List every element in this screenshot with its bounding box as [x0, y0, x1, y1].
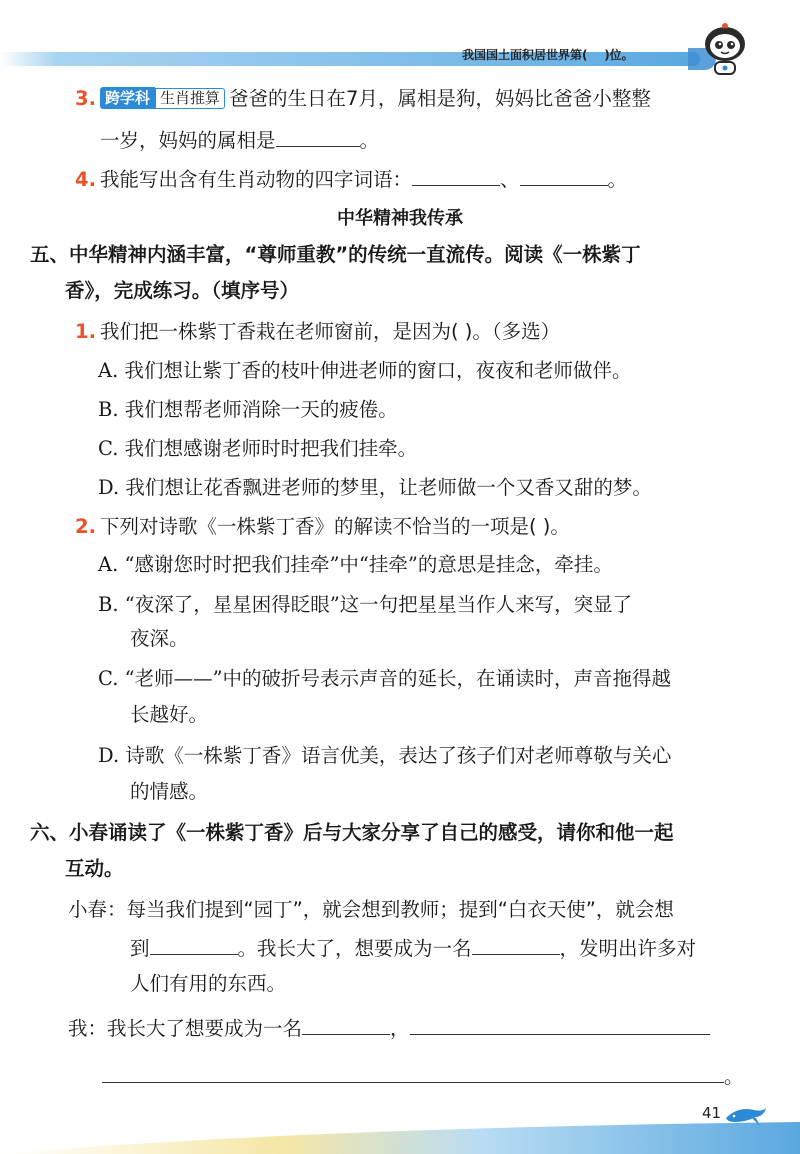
p6-xiaochun-line-1: 小春：每当我们提到“园丁”，就会想到教师；提到“白衣天使”，就会想	[68, 898, 674, 921]
q4-text: 我能写出含有生肖动物的四字词语：	[99, 168, 412, 191]
q4-blank-2[interactable]	[520, 163, 608, 186]
p5-q2-option-b-1: B. “夜深了，星星困得眨眼”这一句把星星当作人来写，突显了	[98, 593, 633, 616]
p6-xc-2b: 。我长大了，想要成为一名	[237, 937, 472, 960]
q4-line	[75, 163, 627, 195]
q3-line-2	[100, 124, 379, 156]
p5-q2-option-d-2: 的情感。	[130, 780, 209, 803]
page-number: 41	[702, 1104, 722, 1122]
part5-heading-1: 五、中华精神内涵丰富，“尊师重教”的传统一直流传。阅读《一株紫丁	[30, 243, 641, 266]
p6-blank-2[interactable]	[472, 932, 560, 955]
p5-q2-option-b-2: 夜深。	[130, 627, 189, 650]
part5-heading-2: 香》，完成练习。（填序号）	[65, 279, 300, 302]
p6-final-blank[interactable]	[102, 1060, 724, 1083]
p5-q2-option-c-1: C. “老师——”中的破折号表示声音的延长，在诵读时，声音拖得越	[98, 667, 672, 690]
p5-q2-option-d-1: D. 诗歌《一株紫丁香》语言优美，表达了孩子们对老师尊敬与关心	[98, 744, 672, 767]
q3-answer-blank[interactable]	[276, 124, 360, 147]
p5-q1-option-d: D. 我们想让花香飘进老师的梦里，让老师做一个又香又甜的梦。	[98, 476, 652, 499]
tag-topic: 生肖推算	[155, 88, 225, 109]
p5-q2-stem-line	[75, 512, 570, 542]
q4-blank-1[interactable]	[412, 163, 500, 186]
p5-q1-stem: 我们把一株紫丁香栽在老师窗前，是因为( )。（多选）	[99, 320, 561, 343]
p6-xc-2a: 到	[130, 937, 150, 960]
p5-q2-option-c-2: 长越好。	[130, 703, 209, 726]
p5-q1-option-c: C. 我们想感谢老师时时把我们挂牵。	[98, 437, 418, 460]
p6-xiaochun-line-3: 人们有用的东西。	[130, 972, 287, 995]
p5-q1-option-b: B. 我们想帮老师消除一天的疲倦。	[98, 398, 398, 421]
q4-number: 4.	[75, 168, 96, 191]
p6-final-end: 。	[724, 1065, 744, 1088]
p5-q1-option-a: A. 我们想让紫丁香的枝叶伸进老师的窗口，夜夜和老师做伴。	[98, 359, 632, 382]
footer-wave	[0, 1118, 800, 1154]
q4-sep: 、	[500, 168, 520, 191]
q4-end: 。	[607, 168, 628, 191]
q3-number: 3.	[75, 87, 96, 110]
p6-xc-2c: ，发明出许多对	[559, 937, 697, 960]
tag-subject: 跨学科	[100, 87, 155, 109]
p6-final-line	[102, 1060, 744, 1092]
q3-text-1: 爸爸的生日在7月，属相是狗，妈妈比爸爸小整整	[229, 87, 651, 110]
q3-text-2: 一岁，妈妈的属相是	[100, 129, 276, 152]
robot-mascot-icon	[700, 20, 750, 78]
p5-q1-stem-line	[75, 317, 560, 347]
p6-me-a: 我：我长大了想要成为一名	[68, 1017, 303, 1040]
p5-q1-number: 1.	[75, 320, 96, 343]
p5-q2-stem: 下列对诗歌《一株紫丁香》的解读不恰当的一项是( )。	[99, 515, 570, 538]
part6-heading-1: 六、小春诵读了《一株紫丁香》后与大家分享了自己的感受，请你和他一起	[30, 821, 674, 844]
q3-line-1	[75, 84, 651, 114]
part6-heading-2: 互动。	[65, 857, 124, 880]
p6-me-b: ，	[390, 1017, 410, 1040]
p6-xiaochun-line-2	[130, 932, 696, 964]
p6-me-line	[68, 1012, 710, 1044]
p6-me-blank-1[interactable]	[302, 1012, 390, 1035]
q3-end: 。	[359, 129, 380, 152]
p6-blank-1[interactable]	[150, 932, 238, 955]
header-tip: 我国国土面积居世界第( )位。	[462, 48, 634, 62]
dolphin-icon	[722, 1100, 770, 1130]
p5-q2-option-a: A. “感谢您时时把我们挂牵”中“挂牵”的意思是挂念，牵挂。	[98, 553, 613, 576]
p6-me-blank-2[interactable]	[410, 1012, 710, 1035]
p5-q2-number: 2.	[75, 515, 96, 538]
section-title: 中华精神我传承	[337, 208, 463, 229]
